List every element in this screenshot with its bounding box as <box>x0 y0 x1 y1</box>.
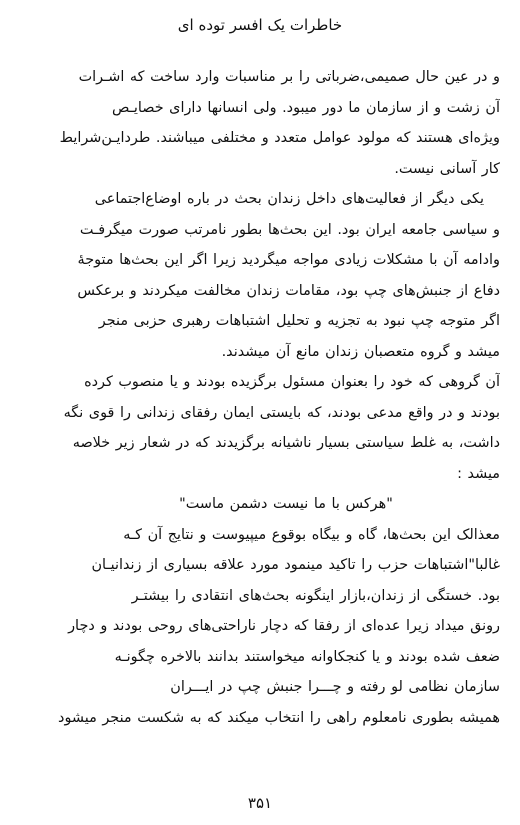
text-line: میشد : <box>457 465 500 482</box>
text-line: و در عین حال صمیمی،ضرباتی را بر مناسبات وارد ساخت که اشـرات <box>78 69 500 85</box>
text-line: میشد و گروه متعصبان زندان مانع آن میشدند. <box>221 343 500 360</box>
text-line: بودند و در واقع مدعی بودند، که بایستی ایمان رفقای زندانی را قوی نگه <box>63 404 500 421</box>
text-line: و سیاسی جامعه ایران بود. این بحث‌ها بطور نامرتب صورت میگرفـت <box>79 221 500 238</box>
text-line: دفاع از جنبش‌های چپ بود، مقامات زندان مخالفت میکردند و برعکس <box>77 282 500 299</box>
page-body <box>32 62 500 733</box>
text-line: وادامه آن با مشکلات زیادی مواجه میگردید زیرا اگر این بحث‌ها متوجهٔ <box>77 252 500 268</box>
text-line: سازمان نظامی لو رفته و چـــرا جنبش چپ در ایـــران <box>170 679 500 695</box>
text-line: کار آسانی نیست. <box>394 160 500 177</box>
text-line: همیشه بطوری نامعلوم راهی را انتخاب میکند که به شکست منجر میشود <box>58 709 500 726</box>
text-line: بود. خستگی از زندان،بازار اینگونه بحث‌های انتقادی را بیشتـر <box>131 587 500 604</box>
running-header: خاطرات یک افسر توده ای <box>177 16 343 34</box>
text-line: اگر متوجه چپ نبود به تجزیه و تحلیل اشتباهات رهبری حزبی منجر <box>98 313 500 329</box>
quoted-slogan: "هرکس با ما نیست دشمن ماست" <box>179 496 393 512</box>
text-line: رونق میداد زیرا عده‌ای از رفقا که دچار ناراحتی‌های روحی بودند و دچار <box>68 618 500 634</box>
text-line: آن زشت و از سازمان ما دور میبود. ولی انسانها دارای خصایـص <box>112 99 500 116</box>
text-line: یکی دیگر از فعالیت‌های داخل زندان بحث در باره اوضاع‌اجتماعی <box>94 191 484 207</box>
page-number: ۳۵۱ <box>247 794 273 812</box>
text-line: آن گروهی که خود را بعنوان مسئول برگزیده بودند و یا منصوب کرده <box>84 374 500 390</box>
text-line: داشت، به غلط سیاستی بسیار ناشیانه برگزیدند که در شعار زیر خلاصه <box>72 435 500 451</box>
text-line: ویژه‌ای هستند که مولود عوامل متعدد و مختلفی میباشند. طردایـن‌شرایط <box>59 130 500 146</box>
text-line: معذالک این بحث‌ها، گاه و بیگاه بوقوع میپیوست و نتایج آن کـه <box>123 526 500 543</box>
text-line: ضعف شده بودند و یا کنجکاوانه میخواستند بدانند بالاخره چگونـه <box>114 648 500 665</box>
text-line: غالبا"اشتباهات حزب را تاکید مینمود مورد علاقه بسیاری از زندانیـان <box>91 557 500 573</box>
